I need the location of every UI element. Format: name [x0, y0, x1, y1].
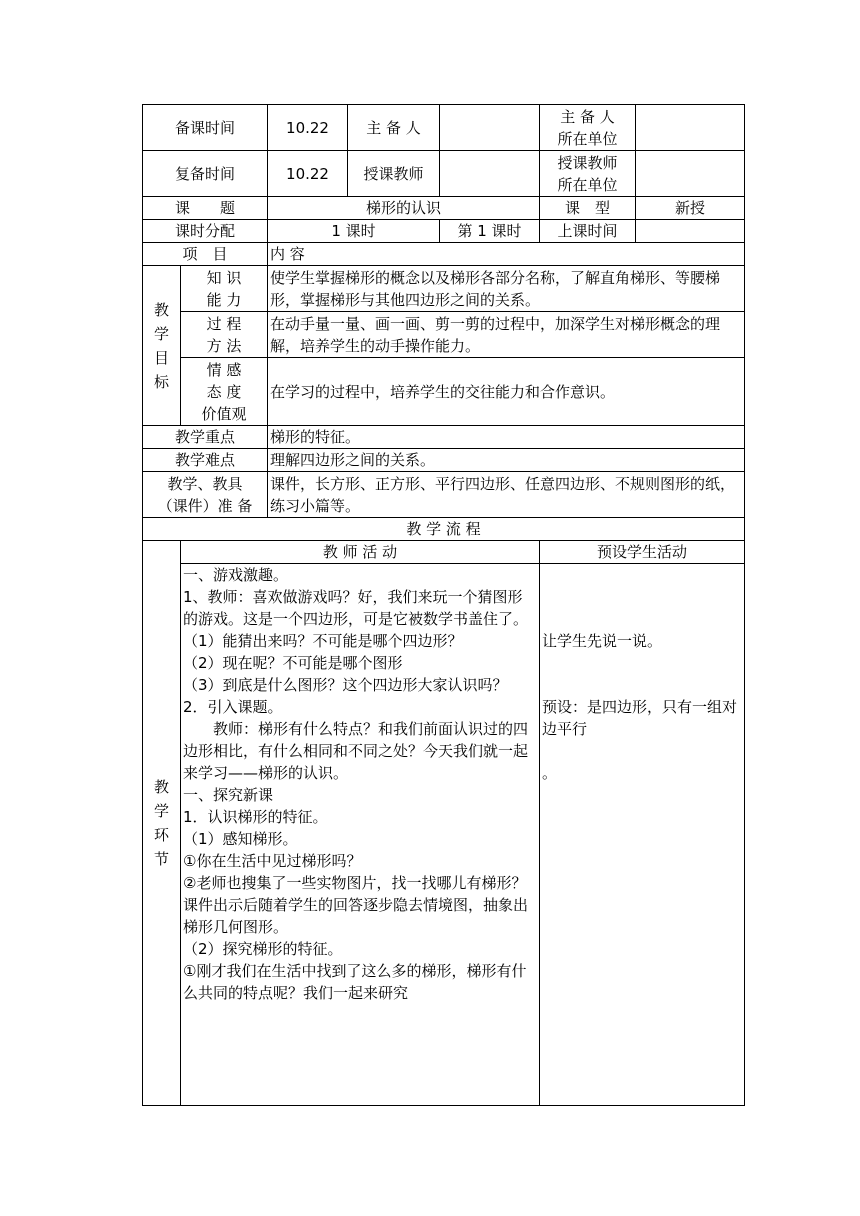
- prep-row: [143, 105, 745, 151]
- teacher-line: 1．认识梯形的特征。: [183, 808, 328, 826]
- focus-text: 梯形的特征。: [268, 426, 745, 449]
- process-header-row: [143, 541, 745, 564]
- tools-text: 课件，长方形、正方形、平行四边形、任意四边形、不规则图形的纸，练习小篇等。: [268, 472, 745, 518]
- lesson-plan-table: [142, 104, 745, 1106]
- focus-label: 教学重点: [143, 426, 268, 449]
- knowledge-text: 使学生掌握梯形的概念以及梯形各部分名称，了解直角梯形、等腰梯形，掌握梯形与其他四边形之间的关系。: [268, 266, 745, 312]
- teacher-unit-value: [636, 151, 745, 197]
- student-activity-content: [540, 564, 745, 1106]
- student-note: 。: [542, 764, 558, 782]
- teacher-line: 一、探究新课: [183, 786, 274, 804]
- lead-preparer-value: [440, 105, 540, 151]
- student-note: 让学生先说一说。: [542, 632, 663, 650]
- objective-process-row: [143, 312, 745, 358]
- class-time-label: 上课时间: [540, 220, 636, 243]
- lead-preparer-unit-label: 主 备 人 所在单位: [540, 105, 636, 151]
- tools-row: [143, 472, 745, 518]
- objectives-group-label: 教 学 目 标: [143, 266, 181, 426]
- item-row: [143, 243, 745, 266]
- teacher-label: 授课教师: [348, 151, 440, 197]
- content-label: 内 容: [268, 243, 745, 266]
- teacher-line: 教师：梯形有什么特点？和我们前面认识过的四边形相比，有什么相同和不同之处？今天我们就一起来学习——梯形的认识。: [183, 720, 529, 782]
- tools-label: 教学、教具 （课件）准 备: [143, 472, 268, 518]
- topic-value: 梯形的认识: [268, 197, 540, 220]
- teacher-line: 课件出示后随着学生的回答逐步隐去情境图，抽象出梯形几何图形。: [183, 896, 529, 936]
- teacher-activity-header: 教 师 活 动: [181, 541, 540, 564]
- teacher-line: 一、游戏激趣。: [183, 566, 289, 584]
- period-value: 1 课时: [268, 220, 440, 243]
- teacher-line: 1、教师：喜欢做游戏吗？好，我们来玩一个猜图形的游戏。这是一个四边形，可是它被数学书盖住了。: [183, 588, 529, 628]
- process-title: 教 学 流 程: [143, 518, 745, 541]
- class-time-value: [636, 220, 745, 243]
- item-label: 项 目: [143, 243, 268, 266]
- lead-preparer-label: 主 备 人: [348, 105, 440, 151]
- emotion-label: 情 感 态 度 价值观: [181, 358, 268, 426]
- teacher-line: （2）现在呢？不可能是哪个图形: [183, 654, 403, 672]
- difficulty-text: 理解四边形之间的关系。: [268, 449, 745, 472]
- review-row: [143, 151, 745, 197]
- topic-label: 课 题: [143, 197, 268, 220]
- difficulty-row: [143, 449, 745, 472]
- teacher-line: （1）感知梯形。: [183, 830, 298, 848]
- focus-row: [143, 426, 745, 449]
- period-number: 第 1 课时: [440, 220, 540, 243]
- teacher-line: （1）能猜出来吗？不可能是哪个四边形？: [183, 632, 463, 650]
- prep-time-label: 备课时间: [143, 105, 268, 151]
- process-side-label: 教 学 环 节: [143, 541, 181, 1106]
- process-title-row: [143, 518, 745, 541]
- topic-row: [143, 197, 745, 220]
- student-note: 预设：是四边形，只有一组对边平行: [542, 698, 738, 738]
- teacher-line: ①刚才我们在生活中找到了这么多的梯形，梯形有什么共同的特点呢？我们一起来研究: [183, 962, 527, 1002]
- period-label: 课时分配: [143, 220, 268, 243]
- lesson-type-value: 新授: [636, 197, 745, 220]
- teacher-activity-content: [181, 564, 540, 1106]
- process-label: 过 程 方 法: [181, 312, 268, 358]
- teacher-line: ②老师也搜集了一些实物图片，找一找哪儿有梯形？: [183, 874, 527, 892]
- objective-knowledge-row: [143, 266, 745, 312]
- knowledge-label: 知 识 能 力: [181, 266, 268, 312]
- review-time-label: 复备时间: [143, 151, 268, 197]
- teacher-unit-label: 授课教师 所在单位: [540, 151, 636, 197]
- teacher-line: （3）到底是什么图形？这个四边形大家认识吗？: [183, 676, 508, 694]
- period-row: [143, 220, 745, 243]
- difficulty-label: 教学难点: [143, 449, 268, 472]
- student-activity-header: 预设学生活动: [540, 541, 745, 564]
- review-time-value: 10.22: [268, 151, 348, 197]
- teacher-value: [440, 151, 540, 197]
- process-text: 在动手量一量、画一画、剪一剪的过程中，加深学生对梯形概念的理解，培养学生的动手操作能力。: [268, 312, 745, 358]
- process-body-row: [143, 564, 745, 1106]
- prep-time-value: 10.22: [268, 105, 348, 151]
- teacher-line: （2）探究梯形的特征。: [183, 940, 343, 958]
- emotion-text: 在学习的过程中，培养学生的交往能力和合作意识。: [268, 358, 745, 426]
- lead-preparer-unit-value: [636, 105, 745, 151]
- teacher-line: 2．引入课题。: [183, 698, 283, 716]
- teacher-line: ①你在生活中见过梯形吗？: [183, 852, 362, 870]
- lesson-type-label: 课 型: [540, 197, 636, 220]
- objective-emotion-row: [143, 358, 745, 426]
